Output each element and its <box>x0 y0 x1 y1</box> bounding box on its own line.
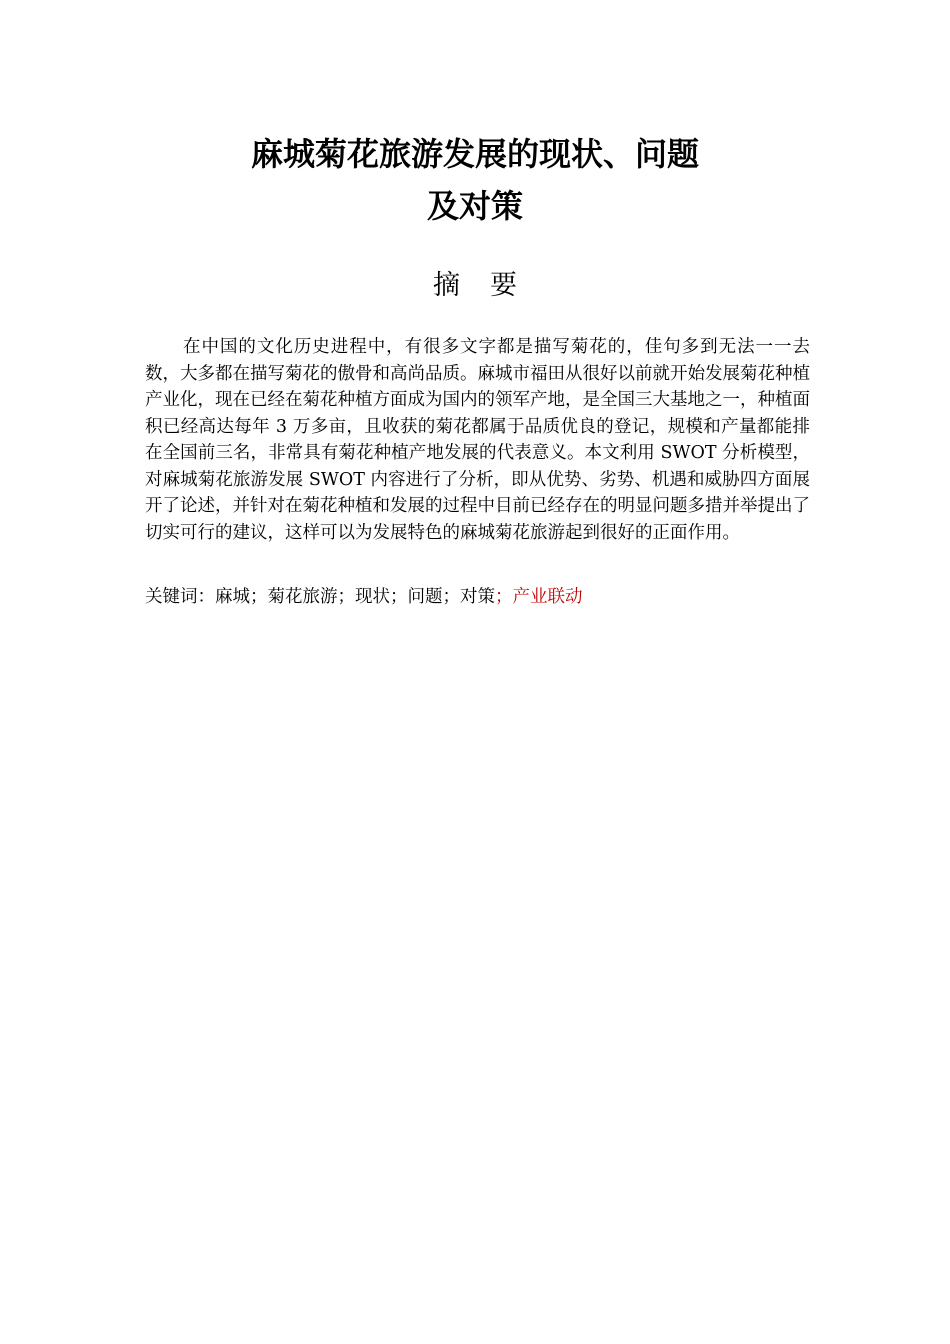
keywords-highlight: ；产业联动 <box>495 587 583 607</box>
abstract-body: 在中国的文化历史进程中，有很多文字都是描写菊花的，佳句多到无法一一去数，大多都在描写菊花的傲骨和高尚品质。麻城市福田从很好以前就开始发展菊花种植产业化，现在已经在菊花种植方面成为国内的领军产地，是全国三大基地之一，种植面积已经高达每年 3 万多亩，且收获的菊花都属于品质优良的登记，规模和产量都能排在全国前三名，非常具有菊花种植产地发展的代表意义。本文利用 SWOT 分析模型，对麻城菊花旅游发展 SWOT 内容进行了分析，即从优势、劣势、机遇和威胁四方面展开了论述，并针对在菊花种植和发展的过程中目前已经存在的明显问题多措并举提出了切实可行的建议，这样可以为发展特色的麻城菊花旅游起到很好的正面作用。 <box>145 337 810 543</box>
document-title-line-1: 麻城菊花旅游发展的现状、问题 <box>250 135 699 173</box>
keywords-text: 麻城；菊花旅游；现状；问题；对策 <box>215 587 495 607</box>
keywords-line <box>145 583 810 611</box>
abstract-heading: 摘要 <box>433 270 547 301</box>
document-title-line-2: 及对策 <box>426 187 523 225</box>
keywords-label: 关键词： <box>145 587 215 607</box>
